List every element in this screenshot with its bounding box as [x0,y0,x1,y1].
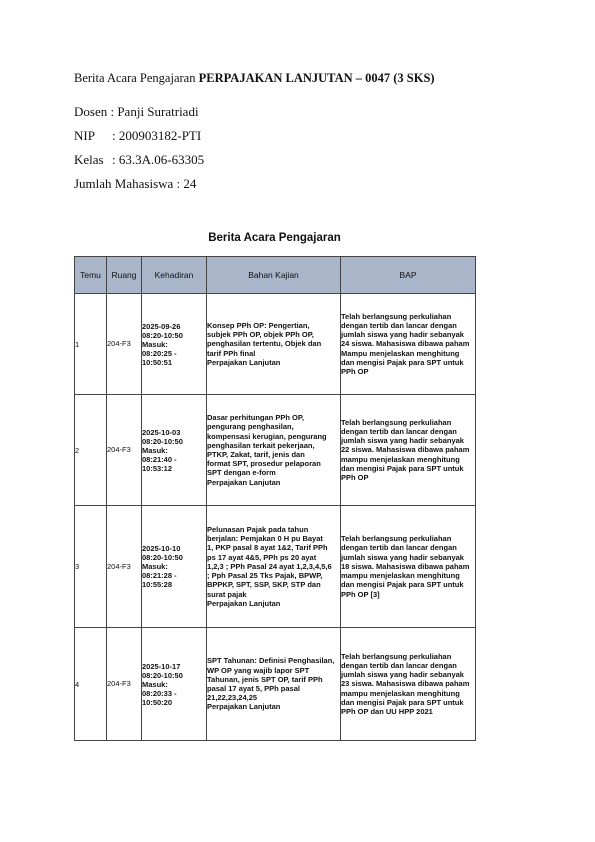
cell-bap-line: Telah berlangsung perkuliahan [341,534,452,544]
cell-bap-line: jumlah siswa yang hadir sebanyak [341,670,464,680]
cell-bahan-kajian-line: Perpajakan Lanjutan [207,702,281,712]
cell-bahan-kajian-line: subjek PPh OP, objek PPh OP, [207,330,314,340]
cell-bahan-kajian-line: SPT Tahunan: Definisi Penghasilan, [207,656,335,666]
cell-kehadiran-line: 2025-10-03 [142,427,181,437]
cell-kehadiran-line: 10:55:28 [142,580,173,589]
cell-bap-line: PPh OP dan UU HPP 2021 [341,707,433,716]
cell-bap-line: 23 siswa. Mahasiswa dibawa paham [341,679,470,689]
cell-bahan-kajian-line: 1,2,3 ; PPh Pasal 24 ayat 1,2,3,4,5,6 [207,561,332,571]
cell-bap-line: jumlah siswa yang hadir sebanyak [341,330,464,340]
cell-temu: 2 [75,395,107,506]
cell-bap-line: mampu menjelaskan menghitung [341,688,460,698]
cell-bahan-kajian-line: pasal 17 ayat 5, PPh pasal [207,684,300,693]
table-caption: Berita Acara Pengajaran [208,232,341,244]
cell-kehadiran-line: Masuk: [142,339,168,349]
nip-line [74,128,201,144]
cell-bahan-kajian-line: surat pajak [207,589,247,599]
cell-kehadiran [142,395,207,506]
cell-bahan-kajian-line: tarif PPh final [207,348,256,358]
cell-bahan-kajian-line: penghasilan tertentu, Objek dan [207,339,322,349]
cell-bap-line: PPh OP [3] [341,589,380,599]
table-row [75,294,476,395]
kelas-line [74,152,204,168]
cell-kehadiran [142,506,207,628]
cell-kehadiran-line: 08:20-10:50 [142,436,183,446]
cell-bap-line: 24 siswa. Mahasiswa dibawa paham [341,339,470,349]
nip-value: : 200903182-PTI [112,128,202,143]
cell-bap-line: PPh OP [341,473,369,482]
cell-ruang: 204-F3 [107,628,142,741]
cell-bahan-kajian [207,294,341,395]
cell-bap [341,628,476,741]
cell-bap-line: jumlah siswa yang hadir sebanyak [341,552,464,562]
cell-ruang: 204-F3 [107,506,142,628]
jumlah-mahasiswa-line: Jumlah Mahasiswa : 24 [74,176,197,191]
cell-bap-line: mampu menjelaskan menghitung [341,454,460,464]
cell-bap-line: PPh OP [341,367,369,376]
cell-bahan-kajian-line: kompensasi kerugian, pengurang [207,431,327,441]
cell-bahan-kajian-line: pengurang penghasilan, [207,422,294,432]
cell-kehadiran-line: 2025-09-26 [142,321,181,331]
cell-kehadiran-line: Masuk: [142,445,168,455]
cell-kehadiran-line: 10:50:20 [142,697,173,707]
cell-bap-line: dan mengisi Pajak para SPT untuk [341,357,464,367]
nip-label: NIP [74,128,95,143]
cell-bap-line: dan mengisi Pajak para SPT untuk [341,697,464,707]
cell-bap-line: Telah berlangsung perkuliahan [341,417,452,427]
cell-kehadiran-line: 08:20:33 - [142,688,177,698]
cell-kehadiran-line: 10:53:12 [142,463,173,473]
cell-temu: 1 [75,294,107,395]
cell-bap-line: dengan tertib dan lancar dengan [341,426,457,436]
kelas-label: Kelas [74,152,104,167]
cell-bahan-kajian-line: Pelunasan Pajak pada tahun [207,525,309,535]
bap-table [74,256,476,741]
cell-bahan-kajian-line: berjalan: Pemjakan 0 H pu Bayat [207,534,323,544]
title-prefix: Berita Acara Pengajaran [74,71,196,85]
cell-bap-line: Telah berlangsung perkuliahan [341,651,452,661]
cell-kehadiran-line: 08:21:40 - [142,454,177,464]
kelas-value: : 63.3A.06-63305 [112,152,205,167]
col-header-bahan-kajian: Bahan Kajian [207,257,341,294]
col-header-temu: Temu [75,257,107,294]
cell-bap-line: jumlah siswa yang hadir sebanyak [341,436,464,446]
cell-bahan-kajian-line: Dasar perhitungan PPh OP, [207,413,304,423]
cell-bap-line: dengan tertib dan lancar dengan [341,543,457,553]
cell-bahan-kajian-line: BPPKP, SPT, SSP, SKP, STP dan [207,580,321,590]
col-header-kehadiran: Kehadiran [142,257,207,294]
document-title [74,71,435,86]
cell-bahan-kajian-line: ps 17 ayat 4&5, PPh ps 20 ayat [207,552,317,562]
cell-bahan-kajian-line: SPT dengan e-form [207,468,276,478]
cell-bahan-kajian [207,506,341,628]
cell-bahan-kajian-line: ; Pph Pasal 25 Tks Pajak, BPWP, [207,571,323,581]
cell-temu: 3 [75,506,107,628]
table-row [75,506,476,628]
cell-kehadiran-line: 10:50:51 [142,357,173,367]
col-header-ruang: Ruang [107,257,142,294]
col-header-bap: BAP [341,257,476,294]
cell-bahan-kajian-line: penghasilan terkait pekerjaan, [207,440,315,450]
cell-bap-line: 18 siswa. Mahasiswa dibawa paham [341,561,470,571]
cell-bahan-kajian [207,395,341,506]
cell-ruang: 204-F3 [107,395,142,506]
cell-kehadiran-line: 2025-10-10 [142,544,181,553]
cell-kehadiran-line: 08:20:25 - [142,348,177,358]
cell-bahan-kajian [207,628,341,741]
cell-bap [341,294,476,395]
cell-bahan-kajian-line: format SPT, prosedur pelaporan [207,459,321,469]
cell-bahan-kajian-line: WP OP yang wajib lapor SPT [207,665,310,675]
table-row [75,628,476,741]
cell-bahan-kajian-line: Konsep PPh OP: Pengertian, [207,320,310,330]
cell-bahan-kajian-line: Perpajakan Lanjutan [207,357,281,367]
cell-bap-line: dan mengisi Pajak para SPT untuk [341,463,464,473]
cell-kehadiran-line: Masuk: [142,679,168,689]
cell-temu: 4 [75,628,107,741]
cell-bap-line: dengan tertib dan lancar dengan [341,320,457,330]
cell-kehadiran [142,294,207,395]
cell-bap-line: Mampu menjelaskan menghitung [341,348,460,358]
cell-bap-line: mampu menjelaskan menghitung [341,571,460,581]
cell-bap [341,395,476,506]
title-course: PERPAJAKAN LANJUTAN – 0047 (3 SKS) [198,71,435,85]
cell-bap-line: dan mengisi Pajak para SPT untuk [341,580,464,590]
cell-kehadiran [142,628,207,741]
cell-kehadiran-line: 08:20-10:50 [142,670,183,680]
cell-kehadiran-line: 2025-10-17 [142,661,181,671]
cell-kehadiran-line: 08:20-10:50 [142,553,183,562]
cell-kehadiran-line: 08:20-10:50 [142,330,183,340]
cell-bahan-kajian-line: Perpajakan Lanjutan [207,477,281,487]
cell-bahan-kajian-line: 1, PKP pasal 8 ayat 1&2, Tarif PPh [207,543,328,553]
table-row [75,395,476,506]
cell-bap-line: Telah berlangsung perkuliahan [341,311,452,321]
cell-bap [341,506,476,628]
cell-bahan-kajian-line: Tahunan, jenis SPT OP, tarif PPh [207,674,323,684]
cell-bahan-kajian-line: 21,22,23,24,25 [207,693,258,703]
cell-bap-line: 22 siswa. Mahasiswa dibawa paham [341,445,470,455]
cell-bahan-kajian-line: Perpajakan Lanjutan [207,598,281,608]
cell-ruang: 204-F3 [107,294,142,395]
cell-bap-line: dengan tertib dan lancar dengan [341,660,457,670]
dosen-line: Dosen : Panji Suratriadi [74,104,199,119]
cell-bahan-kajian-line: PTKP, Zakat, tarif, jenis dan [207,450,305,459]
table-header-row [75,257,476,294]
cell-kehadiran-line: Masuk: [142,562,168,571]
cell-kehadiran-line: 08:21:28 - [142,571,177,580]
